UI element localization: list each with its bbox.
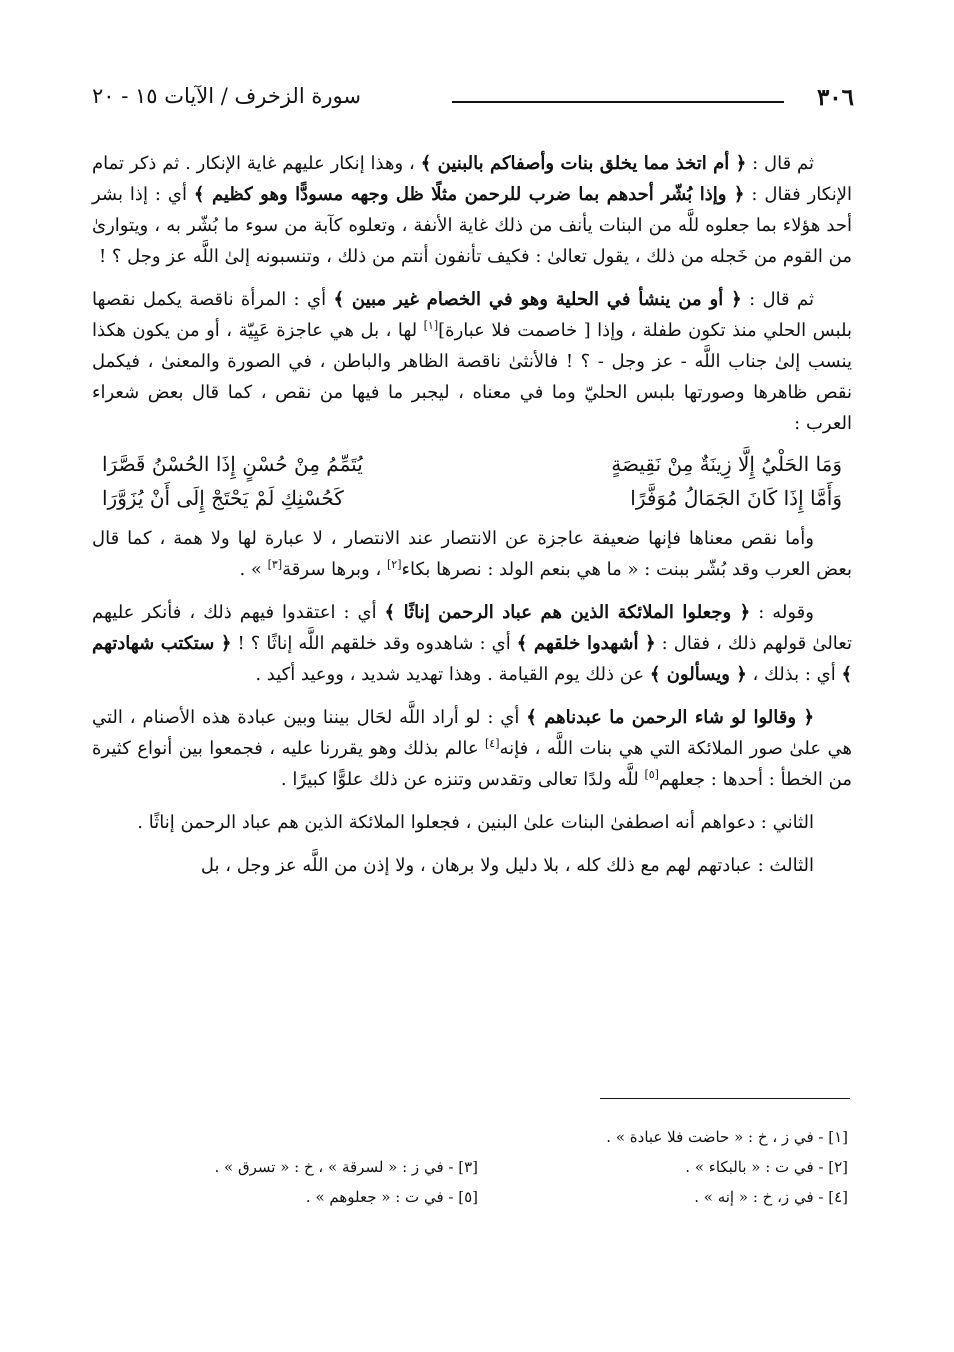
paragraph-6: الثاني : دعواهم أنه اصطفىٰ البنات علىٰ البنين ، فجعلوا الملائكة الذين هم عباد الرحمن إناثًا . bbox=[137, 812, 814, 833]
paragraph-5 bbox=[92, 702, 852, 795]
footnote-marker[interactable]: [١] bbox=[423, 319, 439, 332]
footnote-marker[interactable]: [٥] bbox=[644, 768, 659, 781]
quran-quote: ﴿ وقالوا لو شاء الرحمن ما عبدناهم ﴾ bbox=[526, 707, 815, 728]
footnote-3: [٣] - في ز : « لسرقة » ، خ : « تسرق » . bbox=[214, 1158, 478, 1176]
paragraph-4 bbox=[92, 597, 852, 690]
quran-quote: ﴿ ويسألون ﴾ bbox=[649, 664, 747, 685]
page-header bbox=[92, 84, 854, 124]
footnote-5: [٥] - في ت : « جعلوهم » . bbox=[305, 1188, 478, 1206]
text: » . bbox=[239, 559, 268, 580]
verse-hemistich: وَمَا الحَلْيُ إِلَّا زِينَةٌ مِنْ نَقِيصَةٍ bbox=[611, 452, 842, 476]
text: لها ، بل هي عاجزة عَيِيّة ، أو من يكون هكذا ينسب إلىٰ جناب اللَّه - عز وجل - ؟ ! فالأنثىٰ ناقصة الظاهر والباطن ، في الصورة والمعنىٰ ، فيكمل نقص ظاهرها وصورتها بلبس الحليّ وما في معناه ، ليجبر ما فيها من نقص ، كما قال بعض شعراء العرب : bbox=[92, 320, 852, 434]
verse-1 bbox=[92, 447, 852, 481]
verse-2 bbox=[92, 481, 852, 515]
main-text bbox=[92, 148, 852, 881]
quran-quote: ﴿ أشهدوا خلقهم ﴾ bbox=[516, 633, 656, 654]
footnote-separator bbox=[600, 1098, 850, 1099]
text: عن ذلك يوم القيامة . وهذا تهديد شديد ، ووعيد أكيد . bbox=[255, 664, 650, 685]
page-number: ٣٠٦ bbox=[816, 84, 854, 111]
text: أي : شاهدوه وقد خلقهم اللَّه إناثًا ؟ ! bbox=[231, 633, 517, 654]
quran-quote: ﴿ وإذا بُشّر أحدهم بما ضرب للرحمن مثلًا ظل وجهه مسودًّا وهو كظيم ﴾ bbox=[193, 184, 745, 205]
footnote-marker[interactable]: [٢] bbox=[387, 558, 402, 571]
footnote-row bbox=[100, 1152, 848, 1182]
verse-hemistich: يُتَمِّمُ مِنْ حُسْنٍ إِذَا الحُسْنُ قَصَّرَا bbox=[102, 452, 363, 476]
footnote-4: [٤] - في ز، خ : « إنه » . bbox=[694, 1188, 848, 1206]
verse-hemistich: كَحُسْنِكِ لَمْ يَحْتَجْ إِلَى أَنْ يُزَوَّرَا bbox=[102, 486, 344, 510]
footnote-marker[interactable]: [٤] bbox=[484, 737, 500, 750]
quran-quote: ﴿ ستكتب شهادتهم ﴾ bbox=[92, 633, 852, 685]
text: أي : اعتقدوا فيهم ذلك ، فأنكر عليهم تعالىٰ قولهم ذلك ، فقال : bbox=[92, 602, 852, 654]
footnote-1: [١] - في ز ، خ : « حاضت فلا عبادة » . bbox=[606, 1128, 848, 1146]
text: ثم قال : bbox=[746, 153, 815, 174]
quran-quote: ﴿ أو من ينشأ في الحلية وهو في الخصام غير مبين ﴾ bbox=[333, 289, 742, 310]
footnote-2: [٢] - في ت : « بالبكاء » . bbox=[685, 1158, 848, 1176]
header-rule bbox=[452, 101, 784, 103]
text: أي : المرأة ناقصة يكمل نقصها بلبس الحلي منذ تكون طفلة ، وإذا [ خاصمت فلا عبارة] bbox=[92, 289, 852, 341]
footnote-row bbox=[100, 1122, 848, 1152]
text: أي : إذا بشر أحد هؤلاء بما جعلوه للَّه من البنات يأنف من ذلك غاية الأنفة ، وتعلوه كآبة من سوء ما بُشّر به ، ويتوارىٰ من القوم من خَجله من ذلك ، يقول تعالىٰ : فكيف تأنفون أنتم من ذلك ، وتنسبونه إلىٰ اللَّه عز وجل ؟ ! bbox=[92, 184, 852, 267]
paragraph-2 bbox=[92, 284, 852, 439]
text: للَّه ولدًا تعالى وتقدس وتنزه عن ذلك علوًّا كبيرًا . bbox=[280, 769, 645, 790]
quran-quote: ﴿ وجعلوا الملائكة الذين هم عباد الرحمن إناثًا ﴾ bbox=[384, 602, 751, 623]
footnotes bbox=[100, 1122, 848, 1212]
text: ، وبرها سرقة bbox=[282, 559, 387, 580]
text: ، وهذا إنكار عليهم غاية الإنكار . ثم ذكر تمام الإنكار فقال : bbox=[92, 153, 853, 205]
paragraph-1 bbox=[92, 148, 852, 272]
footnote-row bbox=[100, 1182, 848, 1212]
footnote-marker[interactable]: [٣] bbox=[267, 558, 283, 571]
text: أي : لو أراد اللَّه لحَال بيننا وبين عبادة هذه الأصنام ، التي هي علىٰ صور الملائكة التي هي بنات اللَّه ، فإنه bbox=[92, 707, 852, 759]
running-title: سورة الزخرف / الآيات ١٥ - ٢٠ bbox=[92, 84, 361, 108]
text: أي : بذلك ، bbox=[746, 664, 842, 685]
paragraph-3 bbox=[92, 523, 852, 585]
text: عالم بذلك وهو يقررنا عليه ، فجمعوا بين أنواع كثيرة من الخطأ : أحدها : جعلهم bbox=[92, 738, 852, 790]
poem bbox=[92, 447, 852, 515]
paragraph-7: الثالث : عبادتهم لهم مع ذلك كله ، بلا دليل ولا برهان ، ولا إذن من اللَّه عز وجل ، بل bbox=[200, 855, 814, 876]
text: ثم قال : bbox=[741, 289, 815, 310]
quran-quote: ﴿ أم اتخذ مما يخلق بنات وأصفاكم بالبنين ﴾ bbox=[420, 153, 747, 174]
text: وأما نقص معناها فإنها ضعيفة عاجزة عن الانتصار عند الانتصار ، لا عبارة لها ولا همة ، كما قال بعض العرب وقد بُشّر ببنت : « ما هي بنعم الولد : نصرها بكاء bbox=[92, 528, 852, 580]
text: وقوله : bbox=[750, 602, 814, 623]
verse-hemistich: وَأَمَّا إِذَا كَانَ الجَمَالُ مُوَفَّرًا bbox=[630, 486, 842, 510]
